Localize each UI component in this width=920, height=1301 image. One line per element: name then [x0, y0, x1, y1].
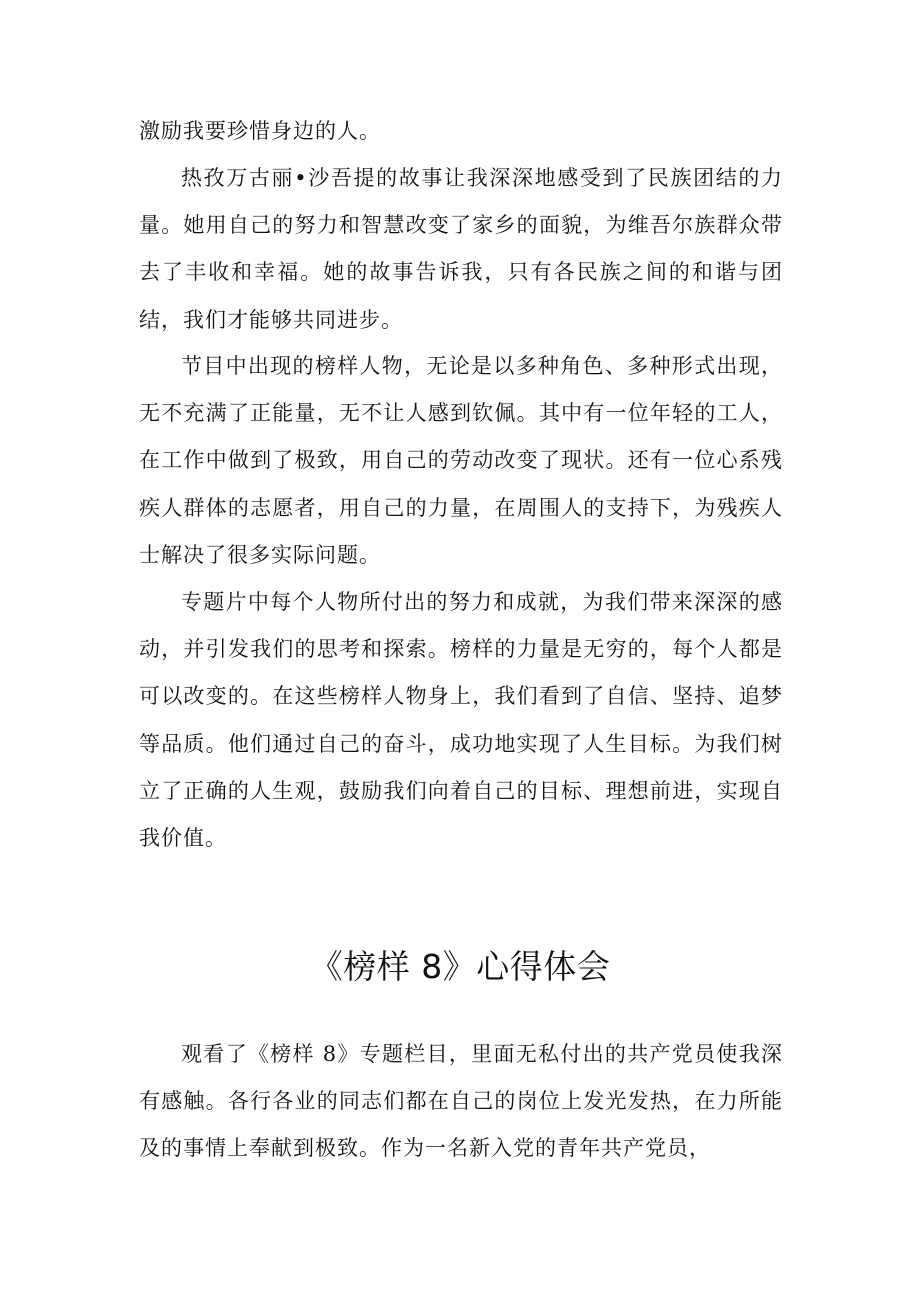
paragraph-ethnic-unity: 热孜万古丽•沙吾提的故事让我深深地感受到了民族团结的力量。她用自己的努力和智慧改变了家乡的面貌，为维吾尔族群众带去了丰收和幸福。她的故事告诉我，只有各民族之间的和谐与团结，我们才能够共同进步。: [139, 166, 783, 332]
paragraph-new-section: 观看了《榜样 8》专题栏目，里面无私付出的共产党员使我深有感触。各行各业的同志们都在自己的岗位上发光发热，在力所能及的事情上奉献到极致。作为一名新入党的青年共产党员，: [139, 1042, 783, 1161]
section-heading: 《榜样 8》心得体会: [309, 947, 611, 986]
paragraph-role-models: 节目中出现的榜样人物，无论是以多种角色、多种形式出现，无不充满了正能量，无不让人感到钦佩。其中有一位年轻的工人，在工作中做到了极致，用自己的劳动改变了现状。还有一位心系残疾人群体的志愿者，用自己的力量，在周围人的支持下，为残疾人士解决了很多实际问题。: [139, 354, 783, 567]
paragraph-continuation: 激励我要珍惜身边的人。: [139, 119, 381, 143]
paragraph-reflection: 专题片中每个人物所付出的努力和成就，为我们带来深深的感动，并引发我们的思考和探索。榜样的力量是无穷的，每个人都是可以改变的。在这些榜样人物身上，我们看到了自信、坚持、追梦等品质。他们通过自己的奋斗，成功地实现了人生目标。为我们树立了正确的人生观，鼓励我们向着自己的目标、理想前进，实现自我价值。: [139, 590, 783, 851]
